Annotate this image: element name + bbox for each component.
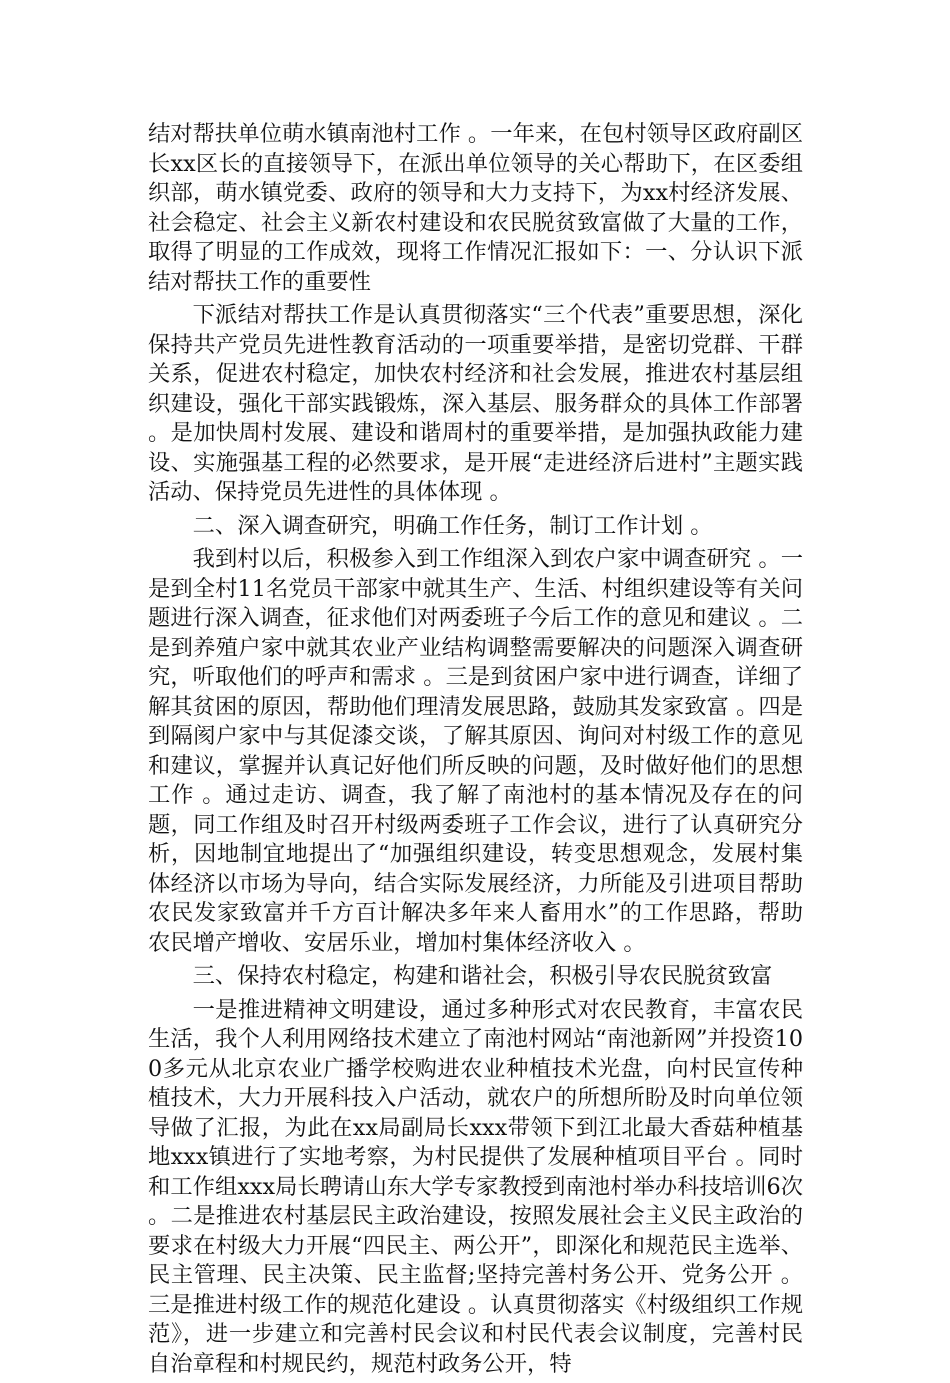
paragraph-investigation: 我到村以后，积极参入到工作组深入到农户家中调查研究 。一是到全村11名党员干部家中就其生产、生活、村组织建设等有关问题进行深入调查，征求他们对两委班子今后工作的意见和建议 。二是到养殖户家中就其农业产业结构调整需要解决的问题深入调查研究，听取他们的呼声和需求 。三是到贫困户家中进行调查，详细了解其贫困的原因，帮助他们理清发展思路，鼓励其发家致富 。四是到隔阂户家中与其促漆交谈，了解其原因、询问对村级工作的意见和建议，掌握并认真记好他们所反映的问题，及时做好他们的思想工作 。通过走访、调查，我了解了南池村的基本情况及存在的问题，同工作组及时召开村级两委班子工作会议，进行了认真研究分析，因地制宜地提出了“加强组织建设，转变思想观念，发展村集体经济以市场为导向，结合实际发展经济，力所能及引进项目帮助农民发家致富并千方百计解决多年来人畜用水”的工作思路，帮助农民增产增收、安居乐业，增加村集体经济收入 。 [148, 546, 803, 956]
section-heading-3: 三、保持农村稳定，构建和谐社会，积极引导农民脱贫致富 [192, 963, 773, 989]
paragraph-civilization: 一是推进精神文明建设，通过多种形式对农民教育，丰富农民生活，我个人利用网络技术建立了南池村网站“南池新网”并投资100多元从北京农业广播学校购进农业种植技术光盘，向村民宣传种植技术，大力开展科技入户活动，就农户的所想所盼及时向单位领导做了汇报，为此在xx局副局长xxx带领下到江北最大香菇种植基地xxx镇进行了实地考察，为村民提供了发展种植项目平台 。同时和工作组xxx局长聘请山东大学专家教授到南池村举办科技培训6次 。二是推进农村基层民主政治建设，按照发展社会主义民主政治的要求在村级大力开展“四民主、两公开”，即深化和规范民主选举、民主管理、民主决策、民主监督;坚持完善村务公开、党务公开 。三是推进村级工作的规范化建设 。认真贯彻落实《村级组织工作规范》，进一步建立和完善村民会议和村民代表会议制度，完善村民自治章程和村规民约，规范村政务公开，特 [148, 996, 803, 1377]
section-heading-2: 二、深入调查研究，明确工作任务，制订工作计划 。 [192, 512, 713, 539]
document-page [148, 120, 803, 1383]
paragraph-importance: 下派结对帮扶工作是认真贯彻落实“三个代表”重要思想，深化保持共产党员先进性教育活动的一项重要举措，是密切党群、干群关系，促进农村稳定，加快农村经济和社会发展，推进农村基层组织建设，强化干部实践锻炼，深入基层、服务群众的具体工作部署 。是加快周村发展、建设和谐周村的重要举措，是加强执政能力建设、实施强基工程的必然要求，是开展“走进经济后进村”主题实践活动、保持党员先进性的具体体现 。 [148, 302, 803, 505]
paragraph-intro: 结对帮扶单位萌水镇南池村工作 。一年来，在包村领导区政府副区长xx区长的直接领导下，在派出单位领导的关心帮助下，在区委组织部，萌水镇党委、政府的领导和大力支持下，为xx村经济发展、社会稳定、社会主义新农村建设和农民脱贫致富做了大量的工作，取得了明显的工作成效，现将工作情况汇报如下：一、分认识下派结对帮扶工作的重要性 [148, 121, 803, 295]
